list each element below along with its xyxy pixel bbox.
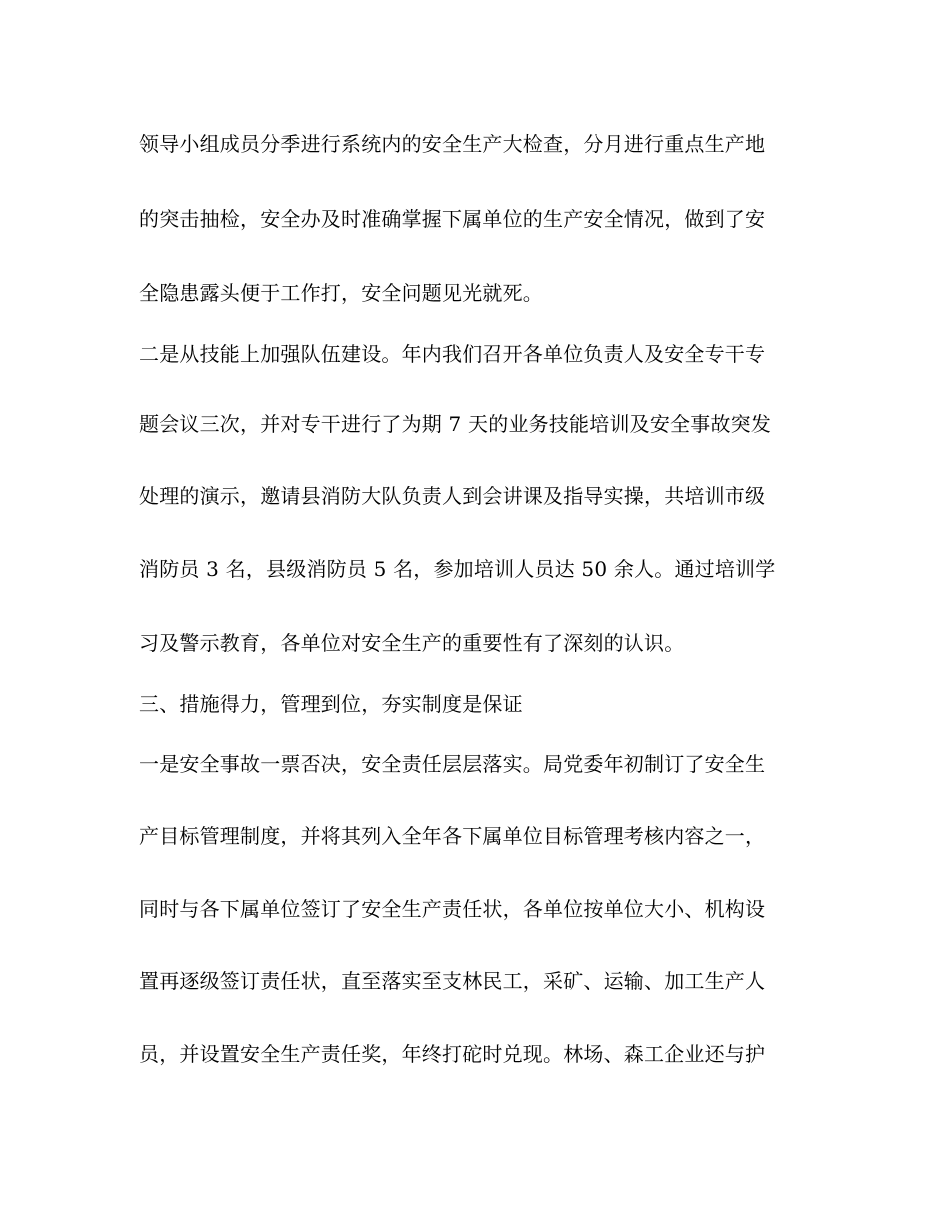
text-line: 处理的演示，邀请县消防大队负责人到会讲课及指导实操，共培训市级 xyxy=(139,484,766,508)
text-line: 的突击抽检，安全办及时准确掌握下属单位的生产安全情况，做到了安 xyxy=(139,207,766,231)
text-line: 领导小组成员分季进行系统内的安全生产大检查，分月进行重点生产地 xyxy=(139,132,766,156)
text-line: 全隐患露头便于工作打，安全问题见光就死。 xyxy=(139,281,543,305)
text-line: 员，并设置安全生产责任奖，年终打砣时兑现。林场、森工企业还与护 xyxy=(139,1042,766,1066)
text-line: 二是从技能上加强队伍建设。年内我们召开各单位负责人及安全专干专 xyxy=(139,342,766,366)
section-heading: 三、措施得力，管理到位，夯实制度是保证 xyxy=(139,692,523,716)
text-line: 消防员 3 名，县级消防员 5 名，参加培训人员达 50 余人。通过培训学 xyxy=(139,557,776,581)
text-line: 同时与各下属单位签订了安全生产责任状，各单位按单位大小、机构设 xyxy=(139,897,766,921)
text-line: 题会议三次，并对专干进行了为期 7 天的业务技能培训及安全事故突发 xyxy=(139,412,772,436)
text-line: 习及警示教育，各单位对安全生产的重要性有了深刻的认识。 xyxy=(139,631,685,655)
text-line: 一是安全事故一票否决，安全责任层层落实。局党委年初制订了安全生 xyxy=(139,752,766,776)
text-line: 产目标管理制度，并将其列入全年各下属单位目标管理考核内容之一， xyxy=(139,824,766,848)
text-line: 置再逐级签订责任状，直至落实至支林民工，采矿、运输、加工生产人 xyxy=(139,969,766,993)
